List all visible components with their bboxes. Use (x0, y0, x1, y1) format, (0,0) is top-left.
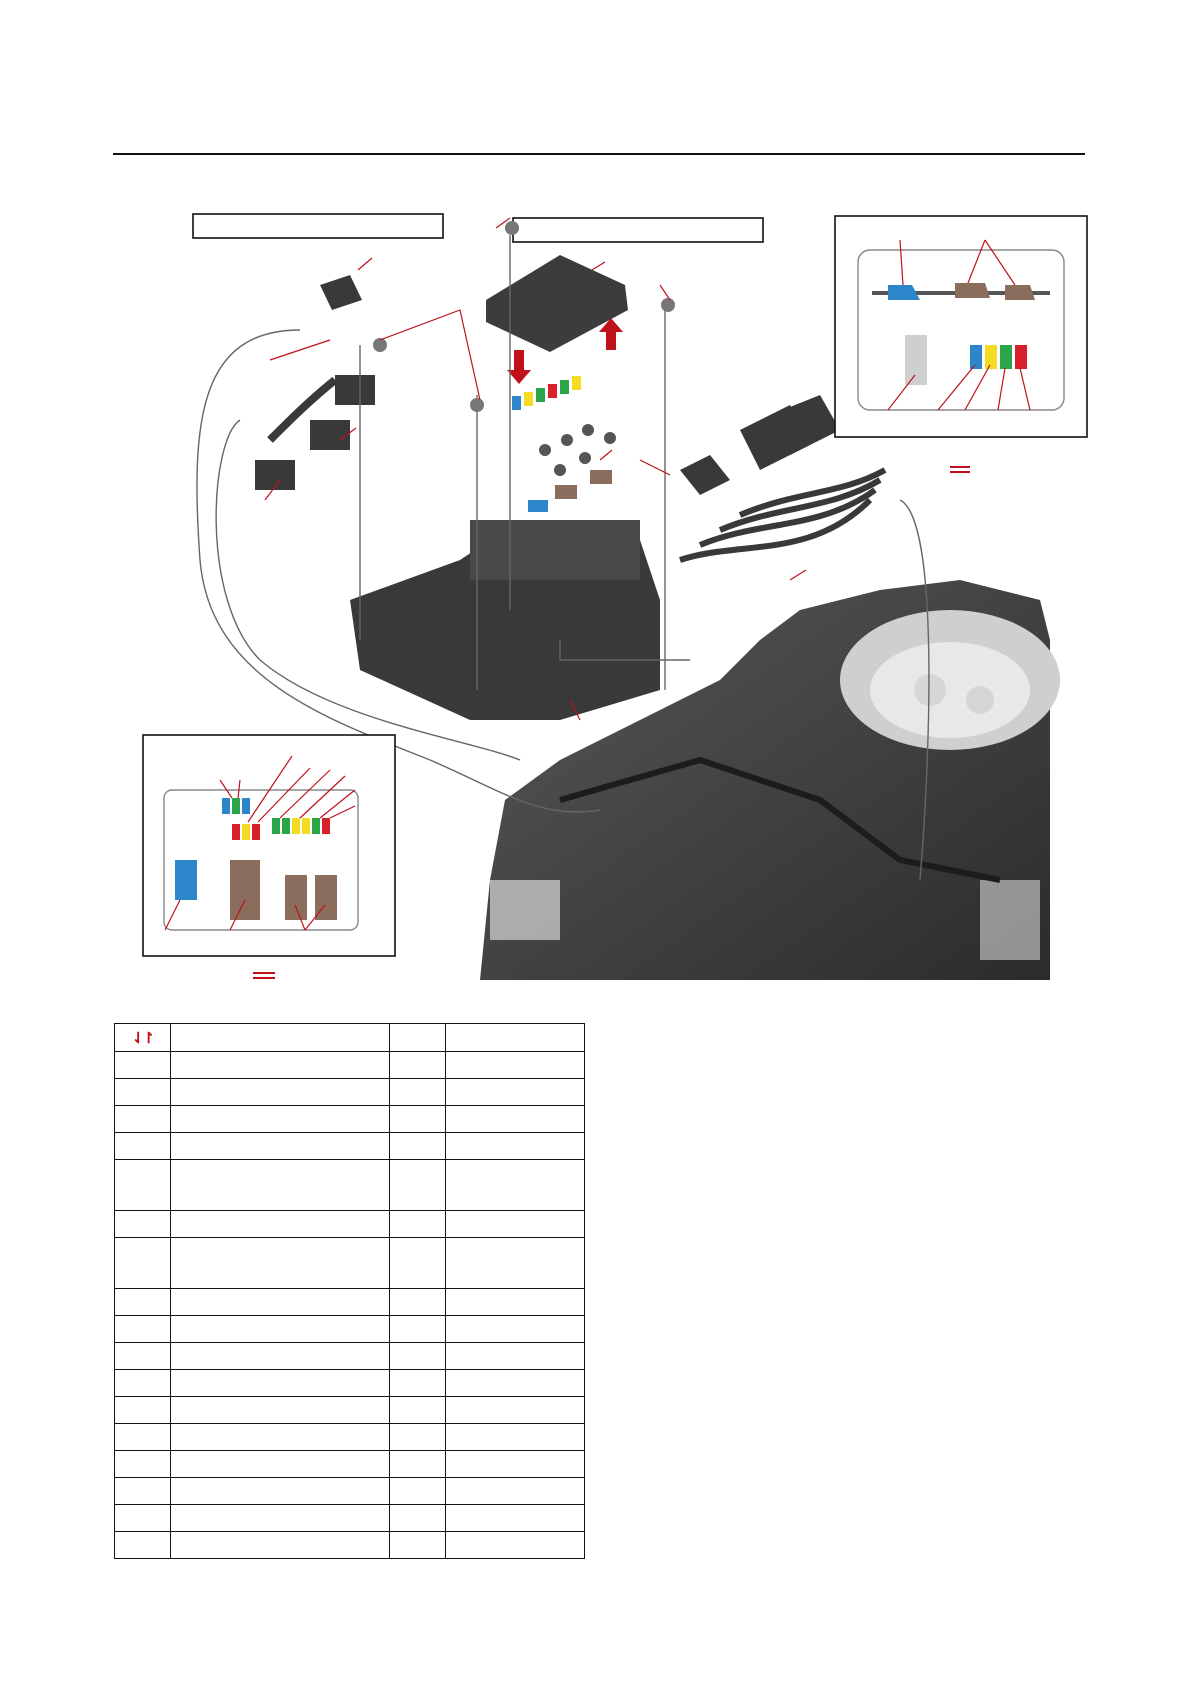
table-row (115, 1397, 585, 1424)
part-name-cell (170, 1289, 389, 1316)
remarks-cell (445, 1106, 584, 1133)
quantity-cell (389, 1160, 445, 1211)
mini-fuses (512, 376, 581, 410)
quantity-cell (389, 1505, 445, 1532)
quantity-cell (389, 1424, 445, 1451)
row-number-cell (115, 1316, 171, 1343)
table-row (115, 1505, 585, 1532)
part-name-cell (170, 1451, 389, 1478)
quantity-cell (389, 1238, 445, 1289)
table-row (115, 1160, 585, 1211)
quantity-cell (389, 1478, 445, 1505)
table-row (115, 1451, 585, 1478)
table-row (115, 1052, 585, 1079)
row-number-cell (115, 1505, 171, 1532)
table-header-note (445, 1024, 584, 1052)
part-name-cell (170, 1160, 389, 1211)
table-row (115, 1424, 585, 1451)
remarks-cell (445, 1343, 584, 1370)
part-name-cell (170, 1397, 389, 1424)
row-number-cell (115, 1343, 171, 1370)
part-name-cell (170, 1532, 389, 1559)
inset-bottom-left (143, 735, 395, 979)
row-number-cell (115, 1106, 171, 1133)
table-row (115, 1106, 585, 1133)
quantity-cell (389, 1079, 445, 1106)
part-name-cell (170, 1370, 389, 1397)
row-number-cell (115, 1397, 171, 1424)
row-number-cell (115, 1160, 171, 1211)
table-header-row (115, 1024, 585, 1052)
row-number-cell (115, 1238, 171, 1289)
remarks-cell (445, 1451, 584, 1478)
table-row (115, 1478, 585, 1505)
row-number-cell (115, 1478, 171, 1505)
remarks-cell (445, 1424, 584, 1451)
remarks-cell (445, 1505, 584, 1532)
remarks-cell (445, 1316, 584, 1343)
remarks-cell (445, 1052, 584, 1079)
part-name-cell (170, 1424, 389, 1451)
part-name-cell (170, 1343, 389, 1370)
quantity-cell (389, 1052, 445, 1079)
table-row (115, 1532, 585, 1559)
remarks-cell (445, 1211, 584, 1238)
quantity-cell (389, 1133, 445, 1160)
table-row (115, 1370, 585, 1397)
table-header-qty (389, 1024, 445, 1052)
remarks-cell (445, 1478, 584, 1505)
remarks-cell (445, 1238, 584, 1289)
table-row (115, 1238, 585, 1289)
table-header-sort-cell (115, 1024, 171, 1052)
remarks-cell (445, 1532, 584, 1559)
part-name-cell (170, 1052, 389, 1079)
quantity-cell (389, 1397, 445, 1424)
row-number-cell (115, 1079, 171, 1106)
remarks-cell (445, 1133, 584, 1160)
table-row (115, 1316, 585, 1343)
quantity-cell (389, 1451, 445, 1478)
inset-top-right (835, 216, 1087, 473)
row-number-cell (115, 1052, 171, 1079)
remarks-cell (445, 1370, 584, 1397)
parts-table (114, 1023, 585, 1559)
row-number-cell (115, 1370, 171, 1397)
label-box-center (513, 218, 763, 242)
part-name-cell (170, 1133, 389, 1160)
table-row (115, 1079, 585, 1106)
wire-harness-left (255, 275, 375, 490)
table-row (115, 1343, 585, 1370)
row-number-cell (115, 1451, 171, 1478)
part-name-cell (170, 1478, 389, 1505)
quantity-cell (389, 1106, 445, 1133)
row-number-cell (115, 1133, 171, 1160)
row-number-cell (115, 1211, 171, 1238)
part-name-cell (170, 1505, 389, 1532)
quantity-cell (389, 1343, 445, 1370)
remarks-cell (445, 1079, 584, 1106)
part-name-cell (170, 1106, 389, 1133)
remarks-cell (445, 1160, 584, 1211)
remarks-cell (445, 1289, 584, 1316)
cable-boots (680, 395, 840, 495)
label-box-left (193, 214, 443, 238)
part-name-cell (170, 1211, 389, 1238)
quantity-cell (389, 1316, 445, 1343)
part-name-cell (170, 1316, 389, 1343)
table-row (115, 1211, 585, 1238)
table-row (115, 1133, 585, 1160)
quantity-cell (389, 1370, 445, 1397)
part-name-cell (170, 1079, 389, 1106)
table-row (115, 1289, 585, 1316)
fuse-bolts (528, 424, 616, 512)
quantity-cell (389, 1211, 445, 1238)
quantity-cell (389, 1289, 445, 1316)
remarks-cell (445, 1397, 584, 1424)
table-header-name (170, 1024, 389, 1052)
quantity-cell (389, 1532, 445, 1559)
row-number-cell (115, 1532, 171, 1559)
fuse-box-body (350, 520, 660, 720)
row-number-cell (115, 1424, 171, 1451)
sort-arrows-icon: ⇃↾ (131, 1029, 153, 1047)
row-number-cell (115, 1289, 171, 1316)
part-name-cell (170, 1238, 389, 1289)
